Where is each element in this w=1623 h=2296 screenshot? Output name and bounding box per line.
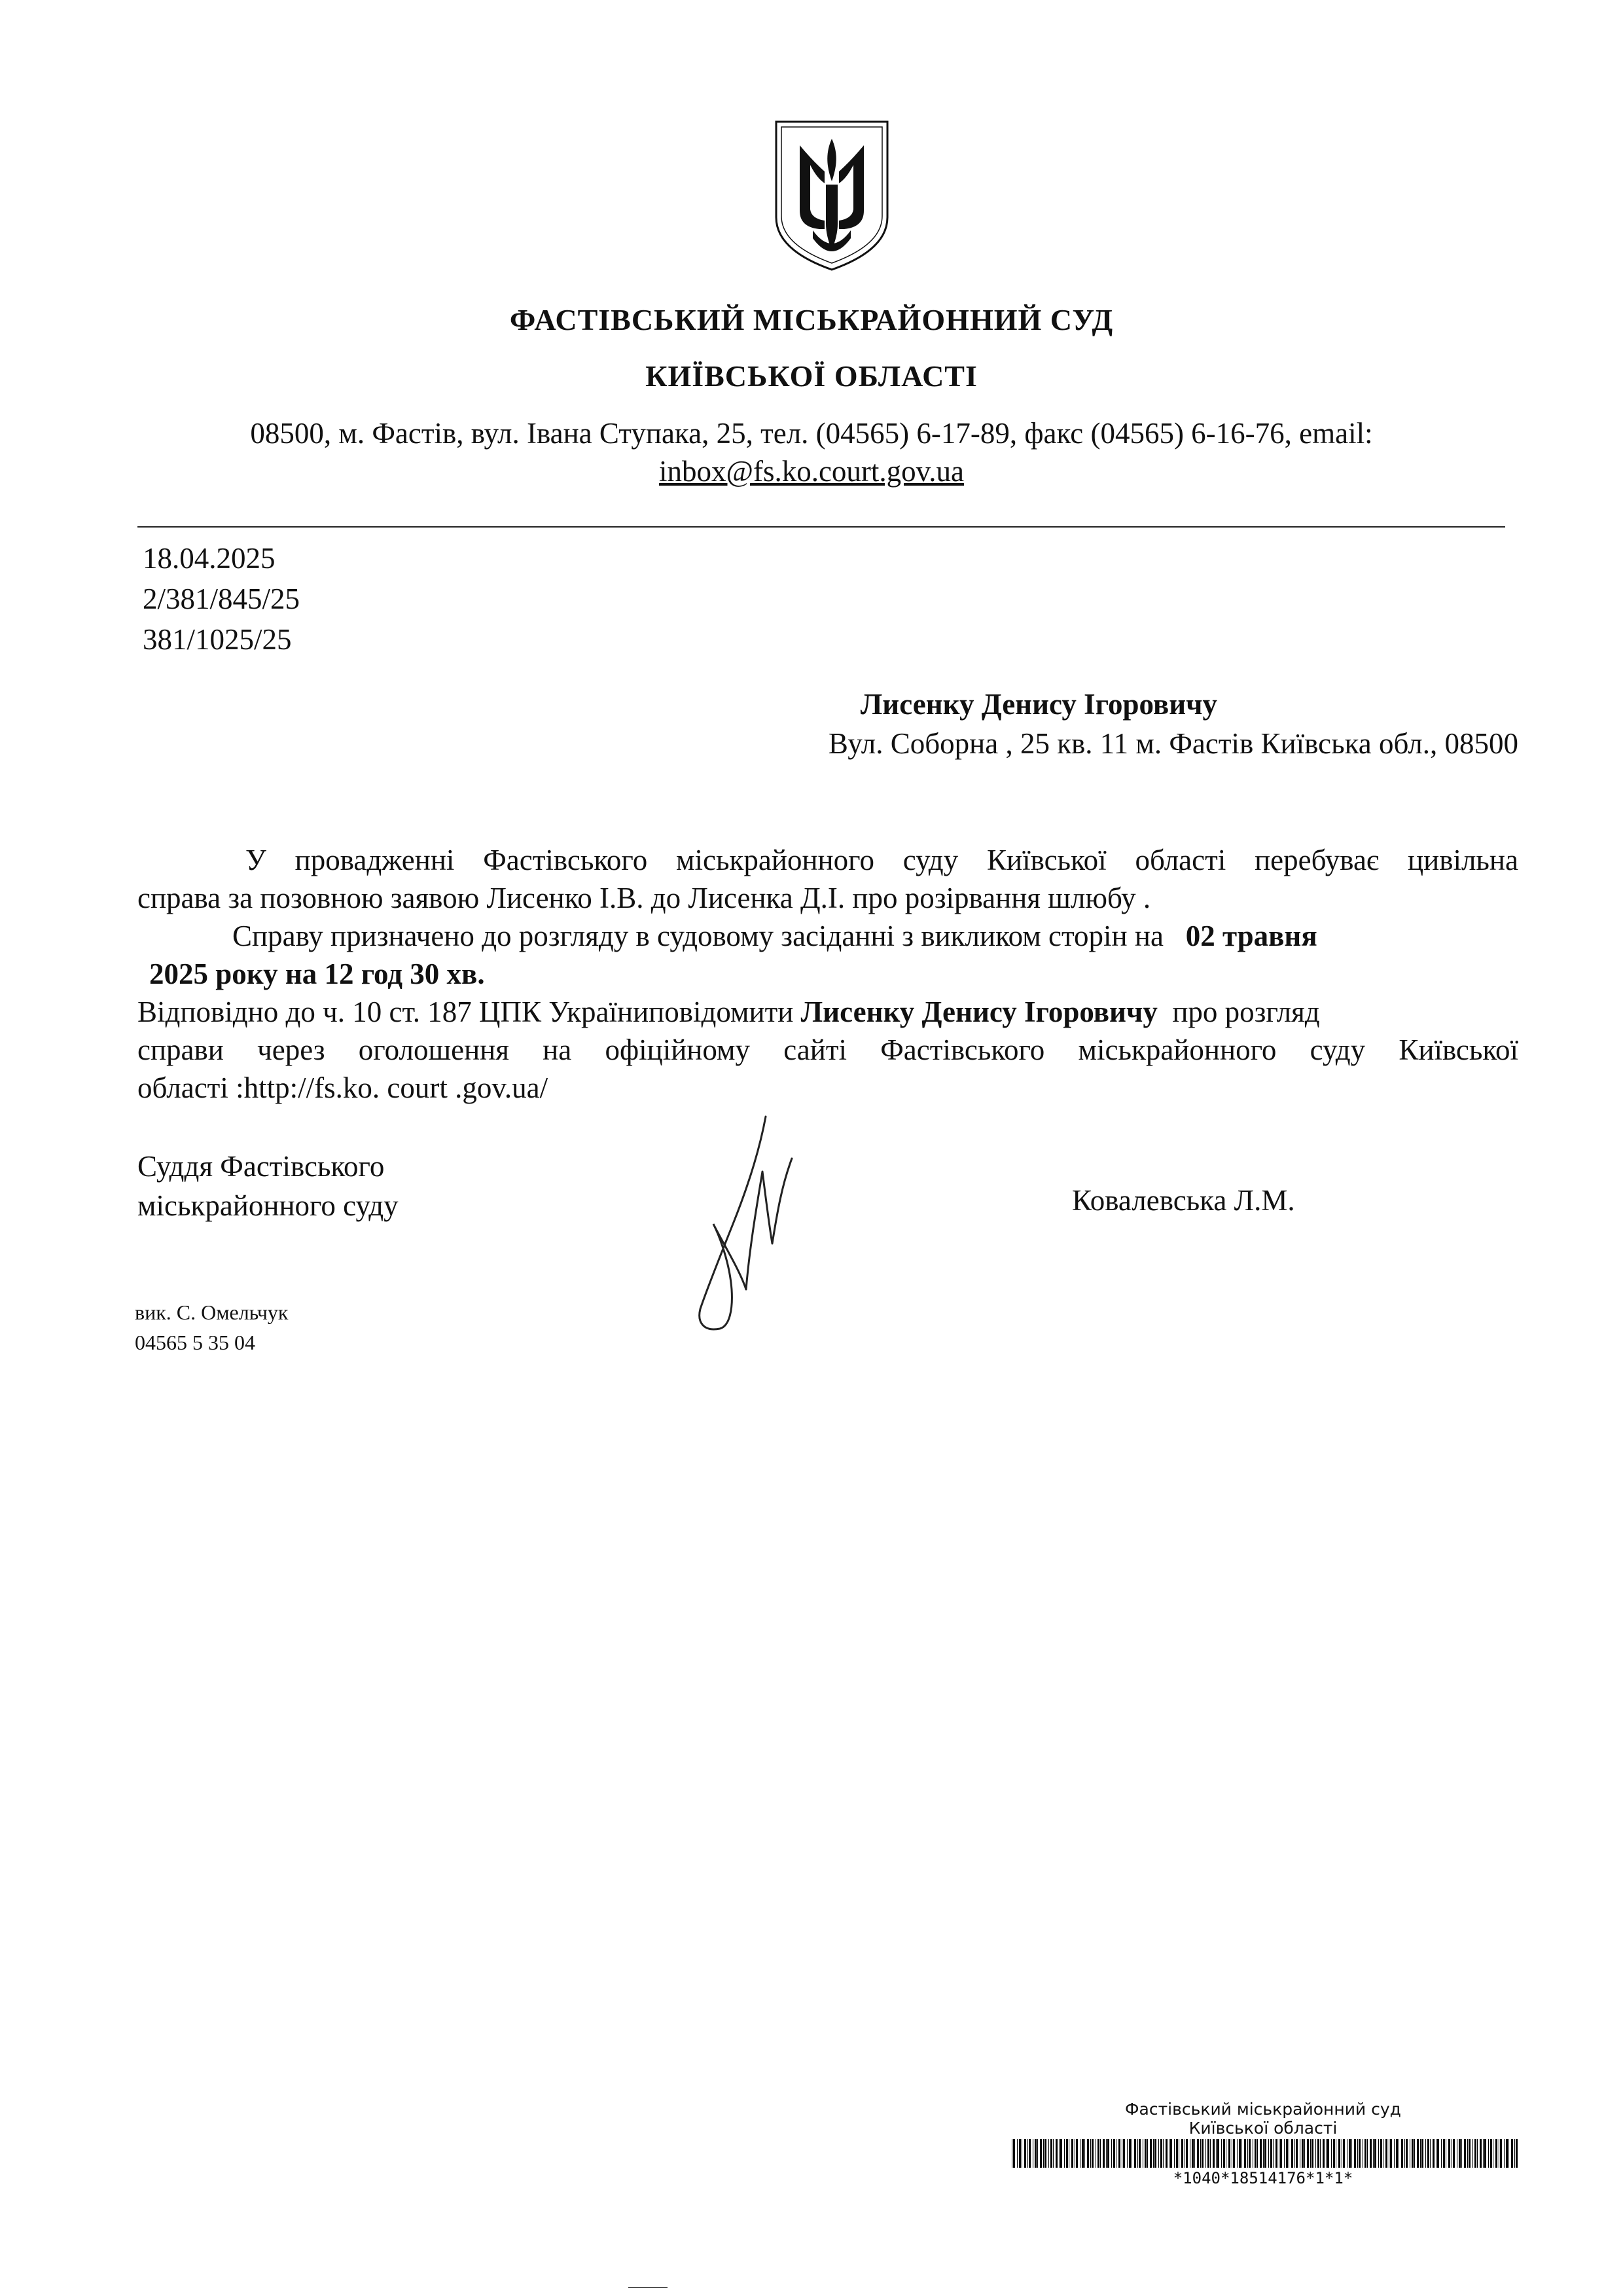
barcode-bar	[1284, 2139, 1285, 2168]
case-number: 381/1025/25	[143, 623, 292, 656]
barcode-bar	[1056, 2139, 1058, 2168]
barcode-bar	[1139, 2139, 1141, 2168]
barcode-bar	[1378, 2139, 1379, 2168]
barcode-bar	[1385, 2139, 1387, 2168]
barcode-bar	[1514, 2139, 1515, 2168]
barcode-bar	[1103, 2139, 1105, 2168]
barcode-bar	[1217, 2139, 1219, 2168]
barcode-bar	[1205, 2139, 1206, 2168]
barcode-bar	[1327, 2139, 1329, 2168]
barcode-bar	[1249, 2139, 1251, 2168]
barcode-bar	[1333, 2139, 1335, 2168]
barcode-bar	[1404, 2139, 1405, 2168]
barcode-bar	[1040, 2139, 1042, 2168]
barcode-bar	[1035, 2139, 1037, 2168]
barcode-bar	[1100, 2139, 1101, 2168]
barcode-bar	[1050, 2139, 1052, 2168]
handwritten-signature	[668, 1113, 805, 1335]
barcode-bar	[1490, 2139, 1492, 2168]
barcode-bar	[1326, 2139, 1327, 2168]
document-date: 18.04.2025	[143, 542, 276, 575]
barcode-bar	[1194, 2139, 1195, 2168]
barcode-bar	[1461, 2139, 1462, 2168]
barcode-bar	[1414, 2139, 1415, 2168]
stamp-line2: Київської області	[1188, 2119, 1338, 2138]
barcode-bar	[1092, 2139, 1094, 2168]
barcode-bar	[1401, 2139, 1403, 2168]
body-p3-text: Відповідно до ч. 10 ст. 187 ЦПК Україниповідомити	[137, 996, 794, 1028]
barcode-bar	[1273, 2139, 1274, 2168]
barcode-bar	[1296, 2139, 1298, 2168]
barcode-bar	[1280, 2139, 1282, 2168]
barcode-bar	[1317, 2139, 1319, 2168]
barcode-bar	[1315, 2139, 1316, 2168]
barcode-bar	[1113, 2139, 1115, 2168]
barcode-bar	[1027, 2139, 1028, 2168]
barcode-bar	[1017, 2139, 1018, 2168]
barcode-bar	[1338, 2139, 1340, 2168]
barcode-bar	[1421, 2139, 1423, 2168]
barcode-bar	[1263, 2139, 1264, 2168]
barcode-bar	[1043, 2139, 1044, 2168]
court-address: 08500, м. Фастів, вул. Івана Ступака, 25, тел. (04565) 6-17-89, факс (04565) 6-16-76, email:	[250, 417, 1373, 450]
barcode-bar	[1127, 2139, 1128, 2168]
executor-name: вик. С. Омельчук	[135, 1300, 289, 1324]
body-p3-tail: про розгляд	[1172, 996, 1320, 1028]
barcode-bar	[1304, 2139, 1305, 2168]
barcode-bar	[1374, 2139, 1376, 2168]
barcode-bar	[1160, 2139, 1162, 2168]
barcode-bar	[1106, 2139, 1107, 2168]
barcode-bar	[1433, 2139, 1435, 2168]
barcode-bar	[1048, 2139, 1049, 2168]
court-name-line1: ФАСТІВСЬКИЙ МІСЬКРАЙОННИЙ СУД	[509, 303, 1114, 336]
barcode-text: *1040*18514176*1*1*	[1173, 2169, 1353, 2187]
court-email	[0, 454, 1623, 488]
body-p1-line2: справа за позовною заявою Лисенко І.В. до Лисенка Д.І. про розірвання шлюбу .	[137, 882, 1151, 914]
body-p2-text: Справу призначено до розгляду в судовому засіданні з викликом сторін на	[232, 920, 1164, 952]
judge-position-line2: міськрайонного суду	[137, 1189, 399, 1222]
executor-phone: 04565 5 35 04	[135, 1331, 255, 1354]
barcode-bar	[1134, 2139, 1136, 2168]
barcode-bar	[1097, 2139, 1099, 2168]
barcode-bar	[1186, 2139, 1188, 2168]
barcode-bar	[1087, 2139, 1089, 2168]
barcode-bar	[1430, 2139, 1431, 2168]
barcode-bar	[1396, 2139, 1398, 2168]
barcode-bar	[1417, 2139, 1419, 2168]
barcode-bar	[1354, 2139, 1356, 2168]
barcode-bar	[1406, 2139, 1408, 2168]
barcode-bar	[1228, 2139, 1230, 2168]
barcode-bar	[1257, 2139, 1258, 2168]
barcode-bar	[1233, 2139, 1235, 2168]
barcode-bar	[1244, 2139, 1246, 2168]
barcode-bar	[1343, 2139, 1345, 2168]
barcode-bar	[1082, 2139, 1084, 2168]
barcode	[1012, 2139, 1522, 2168]
barcode-bar	[1060, 2139, 1062, 2168]
outgoing-number: 2/381/845/25	[143, 583, 300, 615]
barcode-bar	[1202, 2139, 1204, 2168]
barcode-bar	[1331, 2139, 1332, 2168]
barcode-bar	[1367, 2139, 1368, 2168]
barcode-bar	[1013, 2139, 1015, 2168]
barcode-bar	[1286, 2139, 1288, 2168]
court-name-line2: КИЇВСЬКОЇ ОБЛАСТІ	[645, 359, 978, 393]
barcode-bar	[1123, 2139, 1125, 2168]
barcode-bar	[1394, 2139, 1395, 2168]
barcode-bar	[1207, 2139, 1209, 2168]
barcode-bar	[1508, 2139, 1509, 2168]
barcode-bar	[1129, 2139, 1131, 2168]
barcode-bar	[1441, 2139, 1442, 2168]
barcode-bar	[1076, 2139, 1078, 2168]
barcode-bar	[1270, 2139, 1272, 2168]
barcode-bar	[1516, 2139, 1518, 2168]
stamp-line1: Фастівський міськрайонний суд	[1125, 2100, 1401, 2119]
barcode-bar	[1237, 2139, 1238, 2168]
barcode-bar	[1370, 2139, 1372, 2168]
barcode-bar	[1291, 2139, 1293, 2168]
barcode-bar	[1029, 2139, 1031, 2168]
barcode-bar	[1071, 2139, 1073, 2168]
barcode-bar	[1448, 2139, 1450, 2168]
barcode-bar	[1310, 2139, 1311, 2168]
barcode-bar	[1024, 2139, 1026, 2168]
barcode-bar	[1192, 2139, 1194, 2168]
body-p2-line1	[232, 919, 1317, 953]
barcode-bar	[1323, 2139, 1325, 2168]
barcode-bar	[1166, 2139, 1168, 2168]
barcode-bar	[1477, 2139, 1478, 2168]
barcode-bar	[1137, 2139, 1138, 2168]
hearing-date: 02 травня	[1185, 920, 1317, 952]
barcode-bar	[1480, 2139, 1482, 2168]
barcode-bar	[1090, 2139, 1091, 2168]
barcode-bar	[1511, 2139, 1513, 2168]
barcode-bar	[1302, 2139, 1304, 2168]
barcode-bar	[1154, 2139, 1156, 2168]
barcode-bar	[1037, 2139, 1038, 2168]
barcode-bar	[1197, 2139, 1199, 2168]
barcode-bar	[1200, 2139, 1201, 2168]
barcode-bar	[1380, 2139, 1382, 2168]
barcode-bar	[1467, 2139, 1468, 2168]
recipient-address: Вул. Соборна , 25 кв. 11 м. Фастів Київська обл., 08500	[828, 727, 1518, 760]
judge-name: Ковалевська Л.М.	[1072, 1184, 1295, 1217]
barcode-bar	[1364, 2139, 1366, 2168]
barcode-bar	[1437, 2139, 1439, 2168]
barcode-bar	[1170, 2139, 1172, 2168]
barcode-bar	[1174, 2139, 1175, 2168]
email-link[interactable]: inbox@fs.ko.court.gov.ua	[659, 455, 964, 488]
barcode-bar	[1044, 2139, 1046, 2168]
body-p3-line2: справи через оголошення на офіційному сайті Фастівського міськрайонного суду Київської	[137, 1033, 1518, 1066]
barcode-bar	[1260, 2139, 1262, 2168]
barcode-bar	[1176, 2139, 1178, 2168]
barcode-bar	[1268, 2139, 1269, 2168]
barcode-bar	[1213, 2139, 1215, 2168]
court-stamp	[1001, 2100, 1525, 2138]
barcode-bar	[1247, 2139, 1248, 2168]
barcode-bar	[1118, 2139, 1120, 2168]
barcode-bar	[1241, 2139, 1242, 2168]
barcode-bar	[1483, 2139, 1484, 2168]
barcode-bar	[1495, 2139, 1497, 2168]
barcode-bar	[1158, 2139, 1159, 2168]
barcode-bar	[1294, 2139, 1295, 2168]
barcode-bar	[1084, 2139, 1085, 2168]
barcode-bar	[1459, 2139, 1461, 2168]
body-p1-line1: У провадженні Фастівського міськрайонного суду Київської області перебуває цивільна	[245, 844, 1518, 876]
barcode-bar	[1307, 2139, 1309, 2168]
barcode-bar	[1427, 2139, 1429, 2168]
executor-info	[135, 1297, 288, 1357]
barcode-bar	[1349, 2139, 1351, 2168]
trident-coat-of-arms-icon	[774, 119, 890, 272]
barcode-bar	[1053, 2139, 1054, 2168]
barcode-bar	[1019, 2139, 1021, 2168]
judge-position	[137, 1147, 399, 1225]
barcode-bar	[1181, 2139, 1183, 2168]
header-divider	[137, 526, 1505, 528]
barcode-bar	[1373, 2139, 1374, 2168]
barcode-bar	[1221, 2139, 1222, 2168]
barcode-bar	[1453, 2139, 1455, 2168]
barcode-bar	[1359, 2139, 1361, 2168]
barcode-bar	[1425, 2139, 1426, 2168]
barcode-bar	[1420, 2139, 1421, 2168]
barcode-bar	[1255, 2139, 1257, 2168]
barcode-bar	[1311, 2139, 1313, 2168]
barcode-bar	[1464, 2139, 1466, 2168]
barcode-bar	[1150, 2139, 1152, 2168]
barcode-bar	[1488, 2139, 1489, 2168]
body-p3-name: Лисенку Денису Ігоровичу	[800, 996, 1158, 1028]
barcode-bar	[1147, 2139, 1148, 2168]
barcode-bar	[1153, 2139, 1154, 2168]
barcode-bar	[1264, 2139, 1266, 2168]
barcode-bar	[1506, 2139, 1508, 2168]
barcode-bar	[1111, 2139, 1112, 2168]
barcode-bar	[1223, 2139, 1225, 2168]
barcode-bar	[1320, 2139, 1321, 2168]
barcode-bar	[1474, 2139, 1476, 2168]
barcode-bar	[1210, 2139, 1211, 2168]
barcode-bar	[1484, 2139, 1486, 2168]
barcode-bar	[1469, 2139, 1471, 2168]
body-p3-line3: області :http://fs.ko. court .gov.ua/	[137, 1071, 548, 1104]
barcode-bar	[1357, 2139, 1358, 2168]
barcode-bar	[1066, 2139, 1068, 2168]
barcode-bar	[1064, 2139, 1065, 2168]
barcode-bar	[1163, 2139, 1164, 2168]
barcode-bar	[1500, 2139, 1502, 2168]
barcode-bar	[1216, 2139, 1217, 2168]
barcode-bar	[1390, 2139, 1392, 2168]
body-p3-line1	[137, 995, 1320, 1029]
barcode-bar	[1412, 2139, 1414, 2168]
barcode-bar	[1472, 2139, 1473, 2168]
hearing-time: 2025 року на 12 год 30 хв.	[149, 958, 485, 990]
recipient-name: Лисенку Денису Ігоровичу	[860, 688, 1217, 721]
document-meta	[143, 538, 300, 660]
barcode-bar	[1059, 2139, 1060, 2168]
barcode-bar	[1275, 2139, 1277, 2168]
barcode-bar	[1107, 2139, 1109, 2168]
barcode-bar	[1239, 2139, 1241, 2168]
judge-position-line1: Суддя Фастівського	[137, 1150, 385, 1183]
barcode-bar	[1351, 2139, 1352, 2168]
barcode-bar	[1443, 2139, 1445, 2168]
page-edge-mark	[628, 2287, 668, 2292]
barcode-bar	[1504, 2139, 1505, 2168]
barcode-bar	[1145, 2139, 1147, 2168]
